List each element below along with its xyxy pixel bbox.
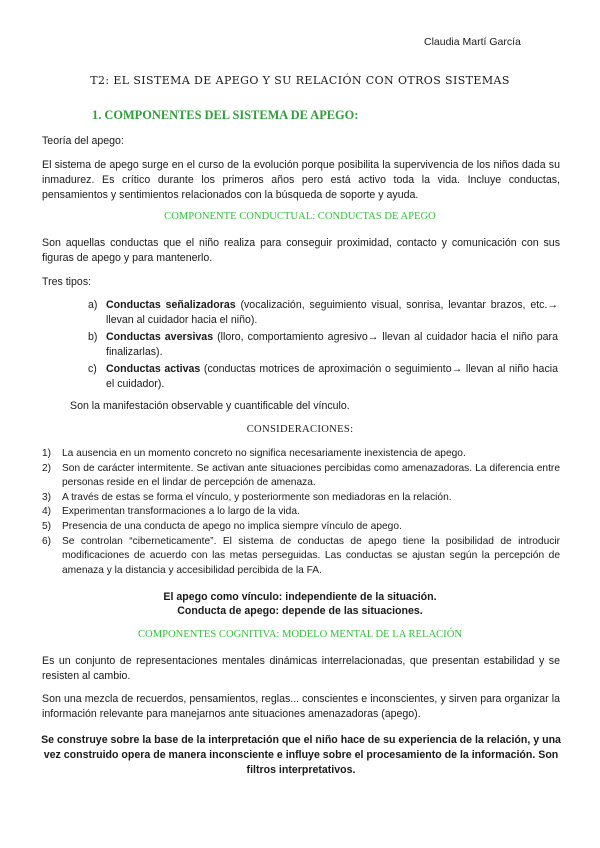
behavioral-definition: Son aquellas conductas que el niño realiza para conseguir proximidad, contacto y comunicación con sus figuras de apego y para mantenerlo.: [42, 237, 560, 264]
theory-label: Teoría del apego:: [42, 135, 124, 147]
consideration-text: Son de carácter intermitente. Se activan ante situaciones percibidas como amenazadoras. La diferencia entre personas reside en el lindar de percepción de amenaza.: [62, 462, 560, 489]
consideration-text: Experimentan transformaciones a lo largo de la vida.: [62, 506, 300, 518]
final-bold-paragraph: Se construye sobre la base de la interpretación que el niño hace de su experiencia de la relación, y una vez construido opera de manera inconsciente e influye sobre el procesamiento de la información. Son filtros interpretativos.: [41, 734, 561, 776]
list-item: [88, 330, 558, 360]
behavior-types-list: [88, 298, 558, 392]
manifestation-text: Son la manifestación observable y cuantificable del vínculo.: [70, 400, 350, 412]
consideration-text: Presencia de una conducta de apego no implica siempre vínculo de apego.: [62, 520, 402, 532]
document-title: T2: EL SISTEMA DE APEGO Y SU RELACIÓN CON OTROS SISTEMAS: [90, 74, 510, 87]
type-term: Conductas señalizadoras: [106, 299, 236, 311]
cognitive-paragraph-2: Son una mezcla de recuerdos, pensamientos, reglas... conscientes e inconscientes, y sirven para organizar la información relevante para manejarnos ante situaciones amenazadoras (apego).: [42, 693, 560, 720]
section-heading: 1. COMPONENTES DEL SISTEMA DE APEGO:: [92, 108, 359, 122]
list-item: [42, 491, 560, 506]
list-item: [42, 535, 560, 579]
list-marker: 3): [42, 491, 52, 503]
bold-statement-behavior: Conducta de apego: depende de las situaciones.: [177, 605, 423, 617]
list-marker: b): [88, 331, 98, 343]
cognitive-paragraph-1: Es un conjunto de representaciones mentales dinámicas interrelacionadas, que presentan estabilidad y se resisten al cambio.: [42, 655, 560, 682]
considerations-list: [42, 447, 560, 578]
type-term: Conductas activas: [106, 363, 201, 375]
behavioral-heading: COMPONENTE CONDUCTUAL: CONDUCTAS DE APEGO: [164, 211, 436, 222]
list-item: [42, 520, 560, 535]
list-marker: 4): [42, 506, 52, 518]
consideration-text: Se controlan “ciberneticamente”. El sistema de conductas de apego tiene la posibilidad de introducir modificaciones de acuerdo con las metas perseguidas. Las conductas se ajustan según la percepción de amenaza y la distancia y accesibilidad percibida de la FA.: [62, 535, 560, 576]
list-marker: 6): [42, 535, 52, 547]
types-label: Tres tipos:: [42, 276, 92, 288]
list-item: [42, 505, 560, 520]
cognitive-heading: COMPONENTES COGNITIVA: MODELO MENTAL DE LA RELACIÓN: [137, 629, 462, 640]
list-item: [88, 298, 558, 328]
list-marker: a): [88, 299, 98, 311]
list-marker: 5): [42, 520, 52, 532]
bold-statement-bond: El apego como vínculo: independiente de la situación.: [163, 591, 437, 603]
list-marker: 2): [42, 462, 52, 474]
considerations-heading: CONSIDERACIONES:: [246, 424, 354, 435]
consideration-text: La ausencia en un momento concreto no significa necesariamente inexistencia de apego.: [62, 448, 466, 459]
intro-paragraph: El sistema de apego surge en el curso de la evolución porque posibilita la supervivencia de los niños dada su inmadurez. Es crítico durante los primeros años pero está activo toda la vida. Incluye conductas, pensamientos y sentimientos relacionados con la búsqueda de soporte y ayuda.: [42, 159, 560, 201]
consideration-text: A través de estas se forma el vínculo, y posteriormente son mediadoras en la relación.: [62, 491, 452, 503]
author-name: Claudia Martí García: [424, 36, 521, 48]
type-description: (vocalización, seguimiento visual, sonrisa, levantar brazos, etc.→ llevan al cuidador hacia el niño).: [106, 299, 558, 326]
type-description: (conductas motrices de aproximación o seguimiento→ llevan al niño hacia el cuidador).: [106, 363, 558, 390]
list-item: [88, 362, 558, 392]
list-item: [42, 447, 560, 462]
list-marker: 1): [42, 448, 52, 459]
type-term: Conductas aversivas: [106, 331, 214, 343]
list-marker: c): [88, 363, 97, 375]
list-item: [42, 462, 560, 491]
type-description: (lloro, comportamiento agresivo→ llevan al cuidador hacia el niño para finalizarlas).: [106, 331, 558, 358]
